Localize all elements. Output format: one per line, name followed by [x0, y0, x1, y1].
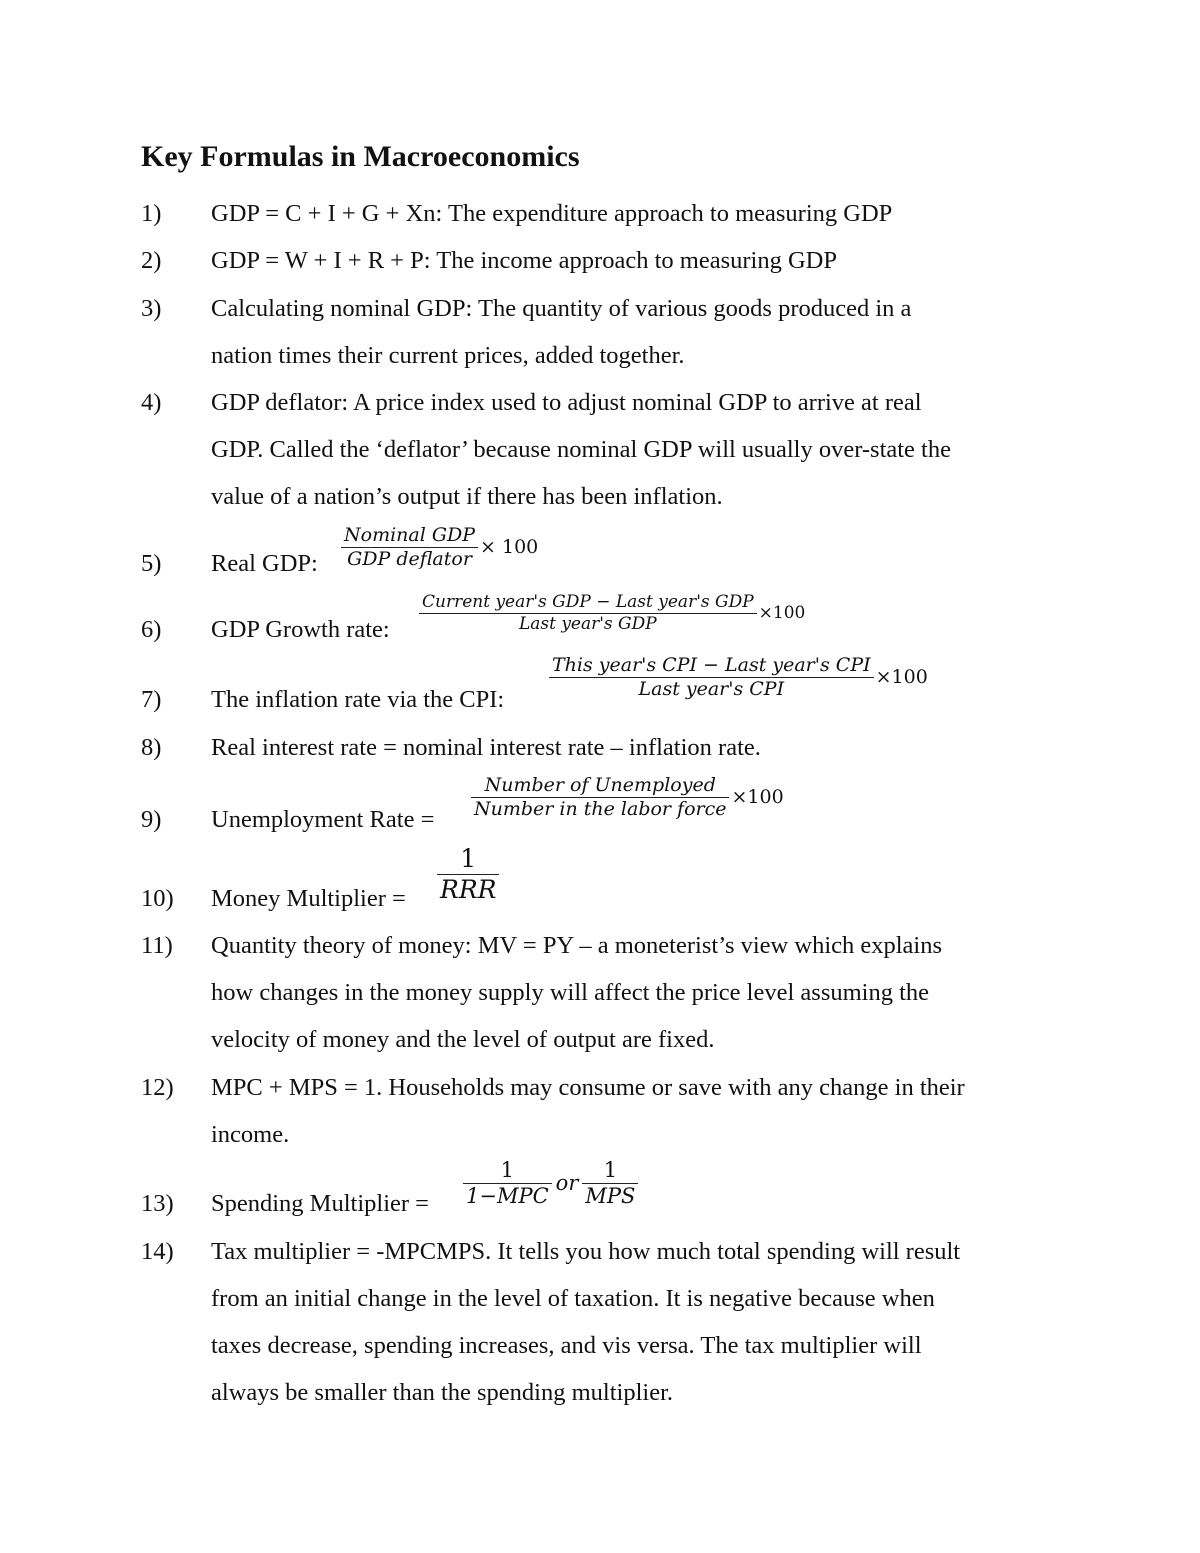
denominator: Last year's GDP	[518, 613, 657, 634]
item-text: GDP deflator: A price index used to adjust nominal GDP to arrive at real	[211, 389, 922, 416]
item-text: nation times their current prices, added together.	[211, 342, 685, 369]
denominator: 1−MPC	[466, 1183, 549, 1208]
item-text: taxes decrease, spending increases, and vis versa. The tax multiplier will	[211, 1332, 922, 1359]
numerator: Nominal GDP	[341, 525, 478, 548]
page-title: Key Formulas in Macroeconomics	[141, 140, 580, 173]
growth-rate-formula	[417, 588, 805, 637]
item-number: 5)	[141, 550, 162, 577]
fraction	[471, 775, 729, 820]
item-number: 1)	[141, 200, 162, 227]
item-text: how changes in the money supply will affect the price level assuming the	[211, 979, 930, 1006]
item-text: Quantity theory of money: MV = PY – a moneterist’s view which explains	[211, 932, 943, 959]
denominator: Last year's CPI	[638, 677, 785, 700]
item-number: 3)	[141, 295, 162, 322]
item-number: 10)	[141, 885, 174, 912]
item-number: 7)	[141, 686, 162, 713]
item-text: value of a nation’s output if there has been inflation.	[211, 483, 723, 510]
numerator: Current year's GDP − Last year's GDP	[419, 593, 757, 614]
formula-item-5	[141, 522, 1071, 582]
item-text: Real interest rate = nominal interest rate – inflation rate.	[211, 734, 761, 761]
real-gdp-formula	[339, 522, 538, 571]
formula-label: Real GDP:	[211, 550, 318, 577]
fraction	[549, 655, 874, 700]
times-100: × 100	[480, 535, 539, 558]
or-word: or	[555, 1170, 579, 1195]
formula-label: Money Multiplier =	[211, 885, 406, 912]
fraction-mpc	[463, 1159, 552, 1208]
formula-label: The inflation rate via the CPI:	[211, 686, 505, 713]
numerator: This year's CPI − Last year's CPI	[549, 655, 874, 678]
item-text: GDP = C + I + G + Xn: The expenditure approach to measuring GDP	[211, 200, 893, 227]
denominator: Number in the labor force	[474, 797, 727, 820]
item-text: MPC + MPS = 1. Households may consume or save with any change in their	[211, 1074, 965, 1101]
numerator: Number of Unemployed	[471, 775, 729, 798]
item-number: 9)	[141, 806, 162, 833]
denominator: RRR	[440, 874, 497, 904]
item-number: 13)	[141, 1190, 174, 1217]
item-text: from an initial change in the level of taxation. It is negative because when	[211, 1285, 935, 1312]
denominator: GDP deflator	[347, 547, 472, 570]
formula-label: Unemployment Rate =	[211, 806, 435, 833]
fraction	[419, 593, 757, 633]
fraction	[341, 525, 478, 570]
item-text: Tax multiplier = -MPCMPS. It tells you how much total spending will result	[211, 1238, 961, 1265]
spending-multiplier-formula	[461, 1158, 640, 1208]
formula-item-10	[141, 845, 1071, 917]
fraction-mps	[582, 1159, 638, 1208]
formula-item-13	[141, 1158, 1071, 1224]
item-text: GDP. Called the ‘deflator’ because nominal GDP will usually over-state the	[211, 436, 951, 463]
inflation-formula	[547, 652, 928, 701]
item-number: 12)	[141, 1074, 174, 1101]
fraction	[437, 845, 499, 903]
item-number: 6)	[141, 616, 162, 643]
item-number: 4)	[141, 389, 162, 416]
formula-item-6	[141, 588, 1071, 648]
formula-item-9	[141, 772, 1071, 836]
item-number: 8)	[141, 734, 162, 761]
formula-item-7	[141, 652, 1071, 716]
item-number: 2)	[141, 247, 162, 274]
money-multiplier-formula	[435, 845, 501, 903]
times-100: ×100	[758, 602, 806, 623]
numerator: 1	[463, 1159, 552, 1184]
item-text: income.	[211, 1121, 290, 1148]
times-100: ×100	[875, 665, 928, 688]
item-text: GDP = W + I + R + P: The income approach to measuring GDP	[211, 247, 837, 274]
times-100: ×100	[731, 785, 784, 808]
item-number: 14)	[141, 1238, 174, 1265]
formula-label: GDP Growth rate:	[211, 616, 390, 643]
item-text: Calculating nominal GDP: The quantity of various goods produced in a	[211, 295, 912, 322]
item-text: velocity of money and the level of output are fixed.	[211, 1026, 715, 1053]
denominator: MPS	[585, 1183, 636, 1208]
unemployment-formula	[469, 772, 784, 821]
numerator: 1	[582, 1159, 638, 1184]
item-number: 11)	[141, 932, 173, 959]
formula-label: Spending Multiplier =	[211, 1190, 429, 1217]
item-text: always be smaller than the spending multiplier.	[211, 1379, 673, 1406]
numerator: 1	[437, 845, 499, 875]
